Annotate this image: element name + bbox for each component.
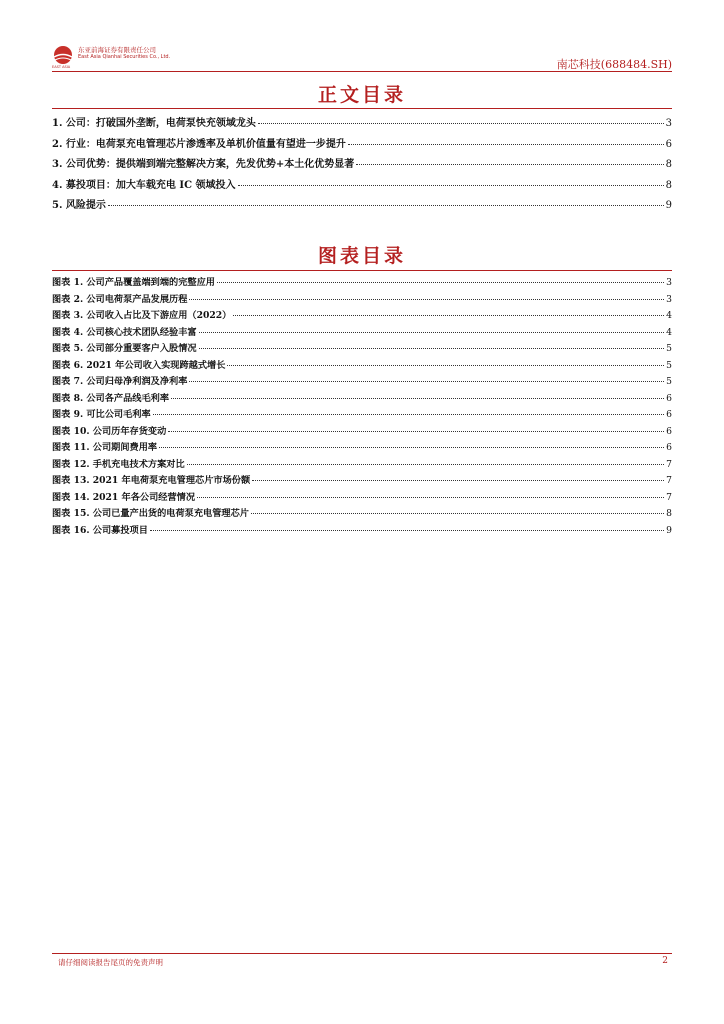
dot-leader [197, 497, 664, 498]
toc-entry-label: 图表 16. 公司募投项目 [52, 524, 148, 536]
dot-leader [348, 144, 664, 145]
dot-leader [356, 164, 663, 165]
toc-entry[interactable] [52, 114, 672, 135]
dot-leader [252, 480, 664, 481]
toc-entry[interactable] [52, 135, 672, 156]
toc-entry[interactable] [52, 357, 672, 374]
toc-entry-label: 图表 15. 公司已量产出货的电荷泵充电管理芯片 [52, 508, 249, 519]
toc-entry-page: 6 [666, 442, 672, 453]
toc-entry-label: 3. 公司优势：提供端到端完整解决方案，先发优势+本土化优势显著 [52, 159, 355, 170]
toc-entry[interactable] [52, 196, 672, 217]
dot-leader [199, 332, 665, 333]
toc-entry-page: 7 [666, 458, 672, 470]
footer-divider [52, 953, 672, 954]
logo-text-en: East Asia Qianhai Securities Co., Ltd. [78, 54, 171, 60]
toc-entry-label: 图表 2. 公司电荷泵产品发展历程 [52, 293, 188, 305]
page-number: 2 [662, 956, 668, 966]
toc-entry[interactable] [52, 155, 672, 176]
text-toc-list [52, 114, 672, 217]
dot-leader [189, 381, 664, 382]
toc-entry-page: 6 [666, 425, 672, 437]
toc-entry-label: 4. 募投项目：加大车载充电 IC 领域投入 [52, 179, 236, 191]
toc-entry[interactable] [52, 489, 672, 506]
toc-entry[interactable] [52, 390, 672, 407]
toc-entry-page: 8 [666, 508, 672, 519]
toc-entry[interactable] [52, 439, 672, 456]
toc-entry-page: 4 [666, 326, 672, 338]
dot-leader [189, 299, 664, 300]
toc-entry-label: 5. 风险提示 [52, 200, 106, 211]
toc-entry-page: 5 [666, 359, 672, 371]
toc-entry[interactable] [52, 324, 672, 341]
toc-entry-label: 图表 6. 2021 年公司收入实现跨越式增长 [52, 359, 226, 371]
toc-entry-label: 图表 12. 手机充电技术方案对比 [52, 458, 185, 470]
logo-small-text: EAST ASIA [52, 65, 71, 69]
dot-leader [108, 205, 664, 206]
dot-leader [227, 365, 664, 366]
toc-entry-label: 图表 11. 公司期间费用率 [52, 442, 158, 453]
toc-entry-label: 图表 14. 2021 年各公司经营情况 [52, 491, 196, 503]
toc-entry-page: 5 [666, 376, 672, 387]
dot-leader [251, 513, 664, 514]
dot-leader [153, 414, 664, 415]
figure-toc-list [52, 274, 672, 538]
toc-entry-page: 9 [665, 200, 672, 211]
toc-entry[interactable] [52, 373, 672, 390]
toc-entry[interactable] [52, 505, 672, 522]
logo-text-cn: 东亚前海证券有限责任公司 [78, 46, 156, 54]
toc-entry-page: 6 [666, 409, 672, 420]
text-toc-title: 正文目录 [317, 84, 406, 106]
toc-entry-label: 图表 1. 公司产品覆盖端到端的完整应用 [52, 277, 215, 288]
toc-entry[interactable] [52, 340, 672, 357]
toc-entry-label: 图表 10. 公司历年存货变动 [52, 425, 167, 437]
toc-entry-page: 7 [666, 491, 672, 503]
toc-entry[interactable] [52, 176, 672, 197]
toc-entry[interactable] [52, 291, 672, 308]
toc-entry[interactable] [52, 456, 672, 473]
dot-leader [159, 447, 664, 448]
toc-entry-page: 3 [665, 118, 672, 129]
figure-toc-divider [52, 270, 672, 271]
toc-entry[interactable] [52, 406, 672, 423]
toc-entry-page: 5 [666, 343, 672, 354]
toc-entry-page: 6 [666, 392, 672, 404]
toc-entry[interactable] [52, 472, 672, 489]
company-ticker: 南芯科技(688484.SH) [556, 58, 672, 71]
sun-logo-icon [52, 44, 74, 66]
dot-leader [217, 282, 664, 283]
toc-entry-label: 图表 5. 公司部分重要客户入股情况 [52, 343, 197, 354]
dot-leader [233, 315, 664, 316]
toc-entry-page: 9 [666, 524, 672, 536]
toc-entry-page: 3 [666, 293, 672, 305]
toc-entry-label: 图表 7. 公司归母净利润及净利率 [52, 376, 188, 387]
toc-entry[interactable] [52, 423, 672, 440]
header-divider [52, 71, 672, 72]
dot-leader [168, 431, 664, 432]
toc-entry-label: 图表 8. 公司各产品线毛利率 [52, 392, 170, 404]
dot-leader [150, 530, 664, 531]
dot-leader [187, 464, 665, 465]
toc-entry-label: 2. 行业：电荷泵充电管理芯片渗透率及单机价值量有望进一步提升 [52, 138, 346, 150]
dot-leader [199, 348, 665, 349]
dot-leader [238, 185, 664, 186]
toc-entry[interactable] [52, 307, 672, 324]
toc-entry[interactable] [52, 274, 672, 291]
toc-entry-page: 4 [666, 310, 672, 321]
toc-entry-page: 6 [665, 138, 672, 150]
toc-entry-label: 图表 3. 公司收入占比及下游应用（2022） [52, 310, 232, 321]
text-toc-divider [52, 108, 672, 109]
figure-toc-title: 图表目录 [317, 245, 406, 267]
footer-disclaimer: 请仔细阅读报告尾页的免责声明 [58, 958, 163, 967]
toc-entry-label: 1. 公司：打破国外垄断，电荷泵快充领域龙头 [52, 118, 256, 129]
toc-entry[interactable] [52, 522, 672, 539]
toc-entry-page: 8 [665, 159, 672, 170]
toc-entry-page: 8 [665, 179, 672, 191]
toc-entry-page: 7 [666, 475, 672, 486]
dot-leader [258, 123, 664, 124]
toc-entry-label: 图表 4. 公司核心技术团队经验丰富 [52, 326, 197, 338]
dot-leader [171, 398, 664, 399]
toc-entry-label: 图表 9. 可比公司毛利率 [52, 409, 151, 420]
toc-entry-page: 3 [666, 277, 672, 288]
toc-entry-label: 图表 13. 2021 年电荷泵充电管理芯片市场份额 [52, 475, 251, 486]
